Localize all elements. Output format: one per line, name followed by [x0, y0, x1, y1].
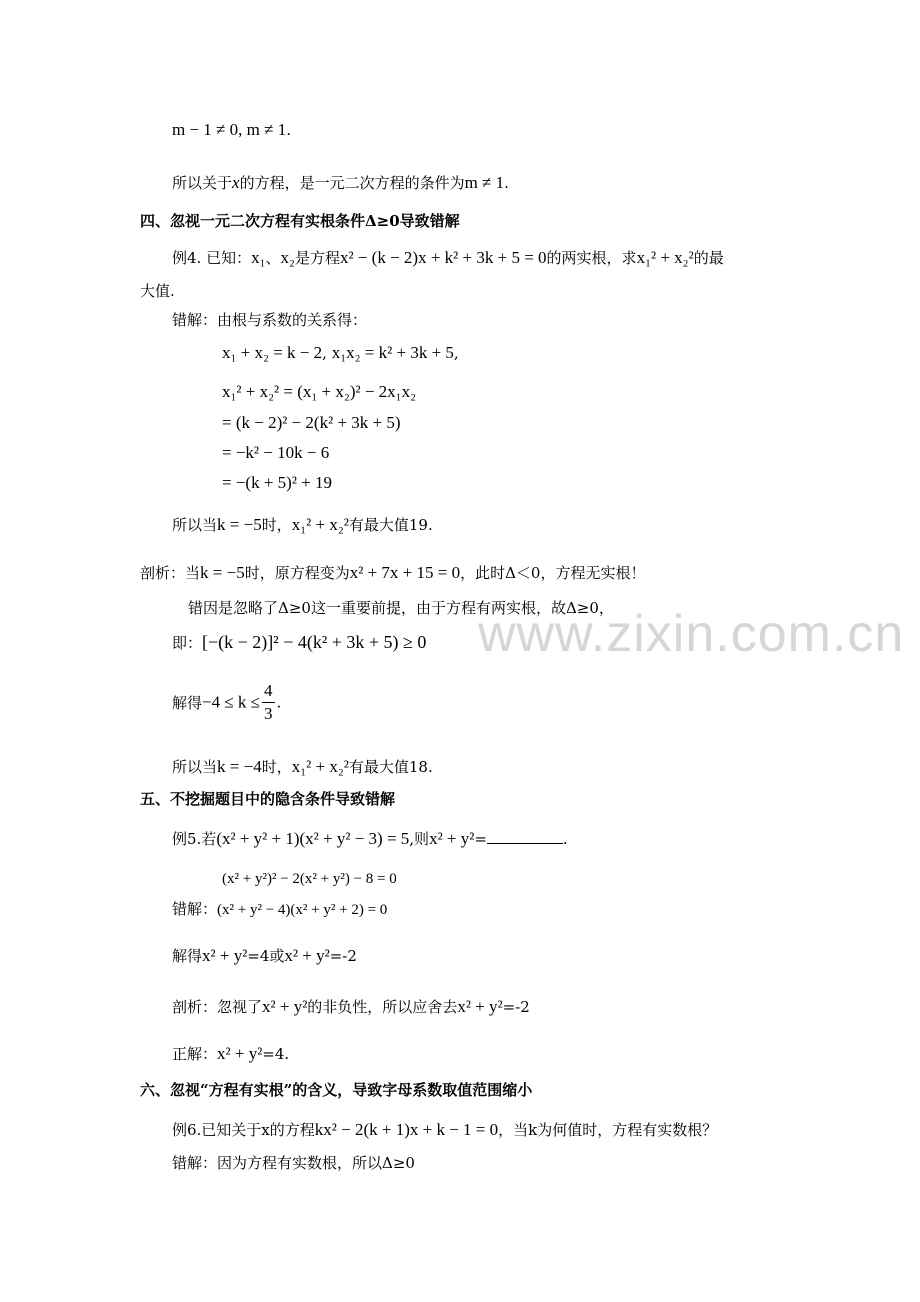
math-expression: x₂	[280, 248, 295, 267]
wrong-step-5c	[172, 945, 357, 967]
math-equation: x² + 7x + 15 = 0	[349, 563, 461, 582]
text: 例5.若	[172, 830, 217, 848]
analysis-5	[172, 996, 530, 1018]
denominator: 3	[264, 704, 273, 723]
text: 正解：	[172, 1045, 218, 1063]
line-m-condition	[172, 119, 291, 141]
math-expression: x₁² + x₂²	[291, 515, 349, 534]
math-expression: x² + y²	[429, 829, 475, 848]
numerator: 4	[262, 680, 275, 703]
text: 、	[265, 249, 281, 267]
text: 有最大值18.	[348, 758, 433, 776]
math-expression: x² + y²	[217, 1044, 263, 1063]
analysis-4-inequality	[172, 631, 426, 654]
math-expression: k = −4	[217, 757, 262, 776]
step-3: = (k − 2)² − 2(k² + 3k + 5)	[222, 413, 401, 432]
text: .	[276, 693, 282, 712]
math-expression: x² + y²	[457, 997, 503, 1016]
math-expression: x₁² + x₂²	[636, 248, 694, 267]
text: 例6.已知关于x的方程	[172, 1121, 315, 1139]
math-x: x	[232, 173, 240, 192]
math-expression: x₁² + x₂²	[291, 757, 349, 776]
text: =4.	[262, 1045, 290, 1063]
text: 例4. 已知：	[172, 249, 252, 267]
math-equation: kx² − 2(k + 1)x + k − 1 = 0	[314, 1120, 499, 1139]
text: ,	[322, 344, 327, 362]
section-heading-4: 四、忽视一元二次方程有实根条件Δ≥0导致错解	[140, 212, 460, 230]
math-equation: (x² + y² + 1)(x² + y² − 3) = 5	[216, 829, 410, 848]
section-heading-5: 五、不挖掘题目中的隐含条件导致错解	[140, 790, 396, 808]
text: 所以关于	[172, 174, 233, 192]
analysis-4-reason: 错因是忽略了Δ≥0这一重要前提，由于方程有两实根，故Δ≥0，	[188, 599, 614, 617]
step-4: = −k² − 10k − 6	[222, 443, 330, 462]
text: 是方程	[294, 249, 340, 267]
text: 解得	[172, 694, 203, 712]
text: ,	[453, 344, 459, 362]
text: 时，	[261, 516, 292, 534]
text: ，当k为何值时，方程有实数根？	[498, 1121, 718, 1139]
text: 即：	[172, 634, 203, 652]
fraction	[262, 680, 275, 725]
text: 所以当	[172, 758, 218, 776]
wrong-step-5b	[172, 898, 387, 921]
section-heading-6: 六、忽视“方程有实根”的含义，导致字母系数取值范围缩小	[140, 1081, 533, 1099]
text: 所以当	[172, 516, 218, 534]
math-equation: x² − (k − 2)x + k² + 3k + 5 = 0	[340, 248, 547, 267]
math-expression: k = −5	[200, 563, 245, 582]
text: =4或	[247, 947, 285, 965]
text: .	[562, 830, 568, 848]
text: =-2	[329, 947, 357, 965]
math-expression: x₁	[251, 248, 266, 267]
period: .	[286, 121, 291, 139]
step-2: x₁² + x₂² = (x₁ + x₂)² − 2x₁x₂	[222, 382, 417, 401]
math-expression: k = −5	[217, 515, 262, 534]
text: =	[474, 830, 487, 848]
text: 的两实根，求	[546, 249, 637, 267]
analysis-4-solution	[172, 680, 281, 725]
step-5: = −(k + 5)² + 19	[222, 473, 333, 492]
text: 的最	[693, 249, 724, 267]
math-equation: [−(k − 2)]² − 4(k² + 3k + 5) ≥ 0	[202, 632, 427, 652]
math-equation: (x² + y² − 4)(x² + y² + 2) = 0	[217, 902, 388, 918]
watermark: www.zixin.com.cn	[478, 605, 905, 663]
math-equation: x₁x₂ = k² + 3k + 5	[331, 343, 454, 362]
text: 时，原方程变为	[244, 564, 350, 582]
text: 的非负性，所以应舍去	[307, 998, 458, 1016]
example-4-cont: 大值.	[140, 282, 175, 300]
text: ,则	[409, 830, 430, 848]
answer-blank	[487, 829, 563, 844]
text: ，此时Δ＜0，方程无实根！	[460, 564, 646, 582]
math-expression: x² + y²	[202, 946, 248, 965]
math-expression: m − 1 ≠ 0, m ≠ 1	[172, 120, 287, 139]
analysis-4-conclusion	[172, 756, 433, 778]
step-1	[222, 342, 459, 364]
text: 时，	[261, 758, 292, 776]
text: 剖析：当	[140, 564, 201, 582]
analysis-4	[140, 562, 645, 584]
text: 错解：	[172, 900, 218, 918]
text: 的方程，是一元二次方程的条件为	[239, 174, 465, 192]
example-5	[172, 828, 568, 850]
text: 剖析：忽视了	[172, 998, 263, 1016]
wrong-solution-6: 错解：因为方程有实数根，所以Δ≥0	[172, 1154, 415, 1172]
math-expression: m ≠ 1	[464, 173, 505, 192]
wrong-step-5a: (x² + y²)² − 2(x² + y²) − 8 = 0	[222, 871, 397, 887]
math-expression: x² + y²	[262, 997, 308, 1016]
example-4	[172, 247, 724, 269]
step-6	[172, 514, 433, 536]
text: 解得	[172, 947, 203, 965]
math-equation: x₁ + x₂ = k − 2	[222, 343, 323, 362]
math-expression: −4 ≤ k ≤	[202, 692, 261, 712]
text: 有最大值19.	[348, 516, 433, 534]
wrong-solution-4-label: 错解：由根与系数的关系得：	[172, 311, 368, 329]
math-expression: x² + y²	[284, 946, 330, 965]
example-6	[172, 1119, 717, 1141]
text: =-2	[502, 998, 530, 1016]
correct-solution-5	[172, 1043, 289, 1065]
line-conclusion-1	[172, 172, 509, 194]
text: .	[504, 174, 509, 192]
